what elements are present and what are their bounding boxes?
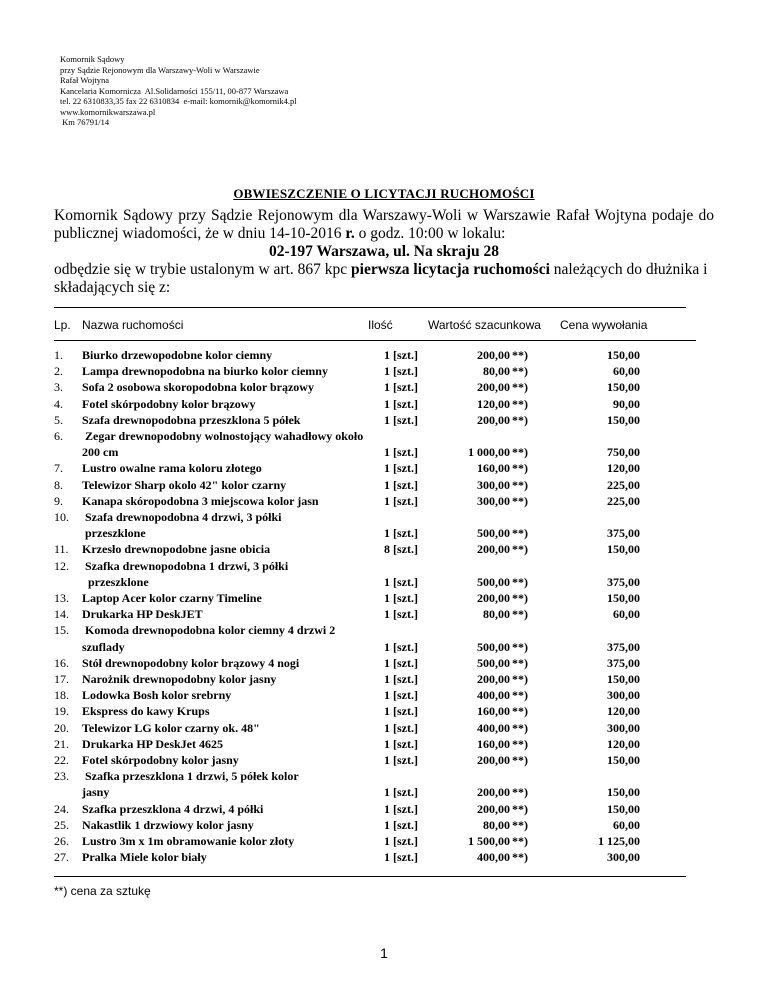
item-mark: **) [512,364,528,379]
item-price: 1 125,00 [598,834,640,848]
bailiff-header [60,54,297,128]
item-qty: 1 [szt.] [384,801,418,816]
item-name: Telewizor Sharp okolo 42" kolor czarny [82,477,287,492]
item-mark: **) [512,736,528,751]
item-mark: **) [512,607,528,622]
item-mark: **) [512,396,528,411]
item-qty: 1 [szt.] [384,785,418,800]
item-value: 200,00 [477,591,510,605]
item-lp: 18. [54,688,69,703]
item-mark: **) [512,574,528,589]
item-lp: 24. [54,801,69,816]
item-qty: 1 [szt.] [384,396,418,411]
item-name: Biurko drzewopodobne kolor ciemny [82,348,273,362]
item-price: 120,00 [607,736,640,751]
intro-p1: Komornik Sądowy przy Sądzie Rejonowym dla Warszawy-Woli w Warszawie Rafał Wojtyna podaje do publicznej wiadomości, że w dniu 14-10-2016 [54,207,714,242]
item-lp: 8. [54,477,63,492]
item-value: 300,00 [477,477,510,492]
footnote: **) cena za sztukę [54,884,151,898]
item-qty: 1 [szt.] [384,477,418,492]
item-name-cont: jasny [82,785,110,800]
item-name-cont: 200 cm [82,445,119,460]
item-price: 60,00 [613,364,640,379]
item-mark: **) [512,753,528,767]
item-name: Lustro 3m x 1m obramowanie kolor złoty [82,834,295,848]
item-name: Lampa drewnopodobna na biurko kolor ciemny [82,364,328,379]
item-price: 750,00 [607,445,640,460]
item-name: Kanapa skóropodobna 3 miejscowa kolor jasn [82,493,319,508]
item-name-cont: szuflady [82,639,125,654]
item-qty: 1 [szt.] [384,412,418,427]
item-name: Nakastlik 1 drzwiowy kolor jasny [82,817,254,832]
item-name: Lustro owalne rama koloru złotego [82,461,262,476]
item-price: 150,00 [607,380,640,395]
item-lp: 3. [54,380,63,395]
item-lp: 25. [54,817,69,832]
item-price: 300,00 [607,850,640,865]
item-lp: 4. [54,396,63,411]
item-qty: 1 [szt.] [384,526,418,541]
item-name: Lodowka Bosh kolor srebrny [82,688,232,703]
item-price: 375,00 [607,655,640,670]
item-lp: 13. [54,591,69,605]
intro-r: r. [345,225,355,242]
item-qty: 1 [szt.] [384,736,418,751]
item-mark: **) [512,817,528,832]
item-lp: 14. [54,607,69,622]
item-value: 400,00 [477,850,510,865]
item-price: 150,00 [607,753,640,767]
item-mark: **) [512,720,528,735]
item-lp: 23. [54,769,69,784]
item-value: 160,00 [477,704,510,719]
item-name: Telewizor LG kolor czarny ok. 48" [82,720,260,735]
item-name: Szafka przeszklona 1 drzwi, 5 półek kolor [82,769,299,784]
item-price: 150,00 [607,591,640,605]
item-qty: 1 [szt.] [384,704,418,719]
header-line: www.komornikwarszawa.pl [60,106,156,117]
intro-p2-end: należących do dłużnika i składających się z: [54,261,708,296]
item-price: 300,00 [607,688,640,703]
item-mark: **) [512,526,528,541]
item-value: 200,00 [477,380,510,395]
divider [54,340,696,341]
item-name: Drukarka HP DeskJET [82,607,203,622]
item-lp: 5. [54,412,63,427]
column-name: Nazwa ruchomości [82,318,184,332]
item-qty: 1 [szt.] [384,364,418,379]
item-name: Ekspress do kawy Krups [82,704,210,719]
header-line: Komornik Sądowy [60,54,125,64]
item-qty: 1 [szt.] [384,493,418,508]
item-qty: 1 [szt.] [384,688,418,703]
intro-p1-end: o godz. 10:00 w lokalu: [358,225,506,242]
item-value: 200,00 [477,672,510,686]
item-lp: 10. [54,510,69,524]
item-price: 150,00 [607,348,640,362]
item-qty: 1 [szt.] [384,348,418,362]
divider [54,307,686,308]
intro-text [54,207,714,297]
item-name: Narożnik drewnopodobny kolor jasny [82,672,277,686]
column-price: Cena wywołania [560,318,648,332]
item-mark: **) [512,704,528,719]
item-value: 500,00 [477,526,510,541]
item-name: Fotel skórpodobny kolor jasny [82,753,239,767]
item-price: 150,00 [607,412,640,427]
item-value: 500,00 [477,655,510,670]
item-lp: 19. [54,704,69,719]
item-name: Zegar drewnopodobny wolnostojący wahadłowy około [82,429,364,443]
item-lp: 22. [54,753,69,767]
item-value: 200,00 [477,412,510,427]
item-qty: 1 [szt.] [384,461,418,476]
item-lp: 11. [54,542,69,557]
item-name: Komoda drewnopodobna kolor ciemny 4 drzwi 2 [82,623,336,638]
item-value: 80,00 [483,817,510,832]
auction-address: 02-197 Warszawa, ul. Na skraju 28 [268,243,500,260]
item-value: 120,00 [477,396,510,411]
column-value: Wartość szacunkowa [428,318,541,332]
item-value: 400,00 [477,720,510,735]
header-line: Kancelaria Komornicza Al.Solidarności 155/11, 00-877 Warszawa [60,85,289,96]
item-value: 80,00 [483,607,510,622]
item-value: 160,00 [477,736,510,751]
item-value: 300,00 [477,493,510,508]
item-price: 225,00 [607,493,640,508]
intro-p2-bold: pierwsza licytacja ruchomości [351,261,550,278]
item-lp: 7. [54,461,63,476]
item-price: 150,00 [607,542,640,557]
item-lp: 6. [54,429,63,443]
item-mark: **) [512,348,528,362]
item-lp: 16. [54,655,69,670]
item-value: 500,00 [477,574,510,589]
item-mark: **) [512,850,528,865]
item-mark: **) [512,542,528,557]
intro-paragraph-2 [54,261,714,297]
item-mark: **) [512,412,528,427]
item-value: 200,00 [477,801,510,816]
item-lp: 1. [54,348,63,362]
item-lp: 2. [54,364,63,379]
header-line: tel. 22 6310833,35 fax 22 6310834 e-mail: komornik@komornik4.pl [60,96,297,106]
item-qty: 1 [szt.] [384,380,418,395]
item-value: 1 500,00 [468,834,510,848]
item-qty: 1 [szt.] [384,850,418,865]
item-price: 120,00 [607,704,640,719]
item-mark: **) [512,801,528,816]
item-mark: **) [512,655,528,670]
item-qty: 1 [szt.] [384,639,418,654]
item-lp: 26. [54,834,69,848]
item-qty: 1 [szt.] [384,607,418,622]
divider [54,876,686,877]
item-qty: 1 [szt.] [384,817,418,832]
item-name: Laptop Acer kolor czarny Timeline [82,591,262,605]
item-mark: **) [512,591,528,605]
item-value: 200,00 [477,753,510,767]
item-value: 500,00 [477,639,510,654]
column-lp: Lp. [54,318,71,332]
item-price: 300,00 [607,720,640,735]
item-price: 90,00 [613,396,640,411]
item-value: 200,00 [477,785,510,800]
item-lp: 12. [54,558,69,573]
item-lp: 9. [54,493,63,508]
item-mark: **) [512,639,528,654]
item-qty: 1 [szt.] [384,720,418,735]
item-value: 1 000,00 [468,445,510,460]
item-name-cont: przeszklone [82,574,149,589]
item-price: 60,00 [613,607,640,622]
document-title: OBWIESZCZENIE O LICYTACJI RUCHOMOŚCI [233,186,535,201]
intro-paragraph-1 [54,207,714,243]
item-mark: **) [512,688,528,703]
item-name: Krzesło drewnopodobne jasne obicia [82,542,271,557]
item-qty: 8 [szt.] [384,542,418,557]
page-number: 1 [380,945,388,961]
item-value: 200,00 [477,348,510,362]
item-mark: **) [512,834,528,848]
item-value: 160,00 [477,461,510,476]
item-name: Drukarka HP DeskJet 4625 [82,736,223,751]
intro-p2-start: odbędzie się w trybie ustalonym w art. 867 kpc [54,261,352,278]
item-lp: 20. [54,720,69,735]
item-name: Fotel skórpodobny kolor brązowy [82,396,256,411]
item-lp: 15. [54,623,69,638]
item-qty: 1 [szt.] [384,672,418,686]
item-mark: **) [512,493,528,508]
item-lp: 21. [54,736,69,751]
item-mark: **) [512,380,528,395]
item-price: 150,00 [607,785,640,800]
item-lp: 17. [54,672,69,686]
item-mark: **) [512,785,528,800]
item-mark: **) [512,445,528,460]
item-price: 375,00 [607,639,640,654]
item-price: 120,00 [607,461,640,476]
item-name: Szafka przeszklona 4 drzwi, 4 półki [82,801,264,816]
item-price: 375,00 [607,574,640,589]
header-line: Rafał Wojtyna [60,75,109,85]
item-name: Szafa drewnopodobna 4 drzwi, 3 półki [82,510,282,524]
item-price: 60,00 [613,817,640,832]
header-line: przy Sądzie Rejonowym dla Warszawy-Woli w Warszawie [60,64,260,75]
column-qty: Ilość [368,318,393,332]
item-price: 375,00 [607,526,640,541]
item-qty: 1 [szt.] [384,445,418,460]
item-mark: **) [512,672,528,686]
header-line: Km 76791/14 [60,117,110,127]
item-qty: 1 [szt.] [384,753,418,767]
item-name: Szafka drewnopodobna 1 drzwi, 3 półki [82,558,289,573]
item-price: 150,00 [607,801,640,816]
item-qty: 1 [szt.] [384,655,418,670]
item-price: 150,00 [607,672,640,686]
item-name: Stół drewnopodobny kolor brązowy 4 nogi [82,655,300,670]
item-price: 225,00 [607,477,640,492]
item-name: Pralka Miele kolor biały [82,850,207,865]
item-qty: 1 [szt.] [384,591,418,605]
item-name: Szafa drewnopodobna przeszklona 5 półek [82,412,301,427]
item-qty: 1 [szt.] [384,834,418,848]
item-lp: 27. [54,850,69,865]
item-value: 200,00 [477,542,510,557]
item-qty: 1 [szt.] [384,574,418,589]
item-name-cont: przeszklone [82,526,146,541]
item-name: Sofa 2 osobowa skoropodobna kolor brązowy [82,380,314,395]
item-value: 80,00 [483,364,510,379]
item-value: 400,00 [477,688,510,703]
item-mark: **) [512,461,528,476]
item-mark: **) [512,477,528,492]
